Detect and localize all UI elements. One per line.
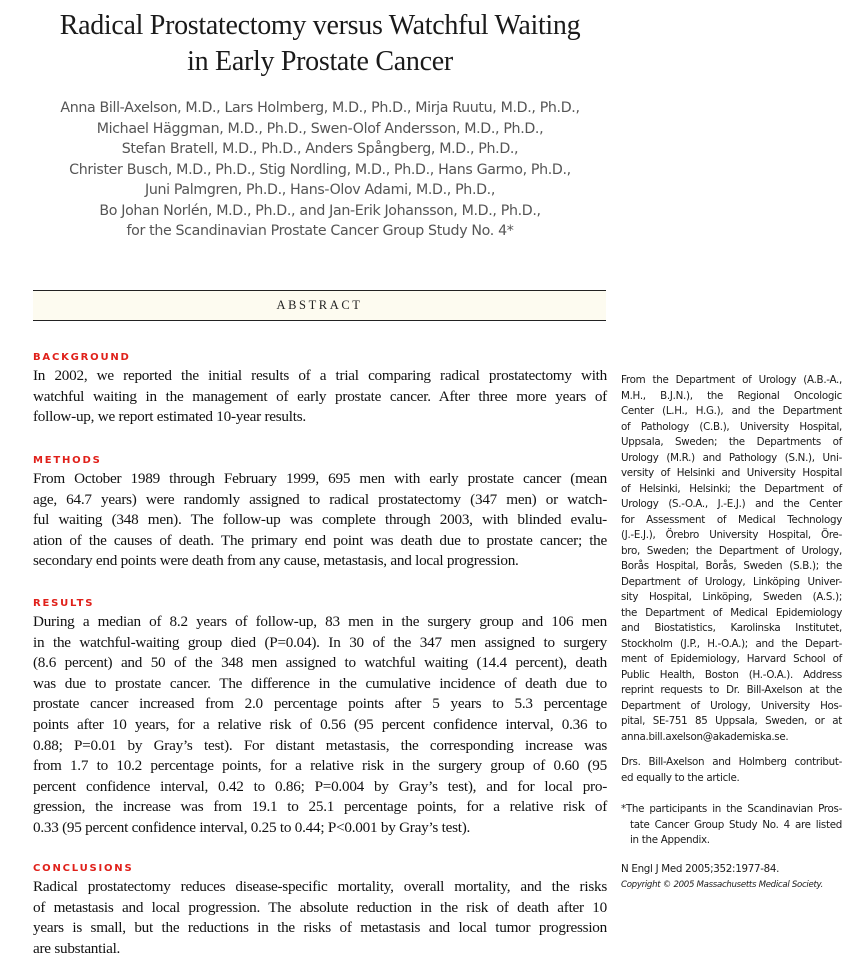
author-line: Bo Johan Norlén, M.D., Ph.D., and Jan-Erik Johansson, M.D., Ph.D., (99, 202, 541, 219)
title-line: in Early Prostate Cancer (187, 46, 453, 77)
affiliation-line: (J.-E.J.), Örebro University Hospital, Öre- (621, 529, 842, 541)
body-line: In 2002, we reported the initial results of a trial comparing radical prostatectomy with (33, 367, 607, 384)
affiliation-line: M.H., B.J.N.), the Regional Oncologic (621, 389, 842, 402)
contribution-note (621, 755, 842, 786)
body-line: prostate cancer increased from 2.0 percentage points after 5 years to 5.3 percentage (33, 695, 607, 713)
body-line: ation of the causes of death. The primary end point was death due to prostate cancer; the (33, 531, 607, 549)
body-line: was due to prostate cancer. The difference in the cumulative incidence of death due to (33, 674, 607, 692)
section-label: CONCLUSIONS (33, 863, 134, 874)
affiliation-line: ment of Epidemiology, Harvard School of (621, 653, 842, 665)
affiliation-line: and Biostatistics, Karolinska Institutet, (621, 622, 842, 634)
affiliation-line: From the Department of Urology (A.B.-A., (621, 374, 842, 386)
abstract-heading: ABSTRACT (33, 290, 606, 321)
affiliation-line: Department of Urology, Linköping Univer- (621, 575, 842, 588)
author-line: Anna Bill-Axelson, M.D., Lars Holmberg, M.D., Ph.D., Mirja Ruutu, M.D., Ph.D., (60, 100, 580, 116)
body-line: from 1.7 to 10.2 percentage points, for a relative risk in the surgery group of 0.60 (95 (33, 757, 607, 775)
body-line: follow-up, we report estimated 10-year results. (33, 408, 306, 426)
affiliation-line: reprint requests to Dr. Bill-Axelson at the (621, 684, 842, 696)
article-title (20, 8, 620, 80)
email-link[interactable]: anna.bill.axelson@akademiska.se. (621, 730, 789, 743)
author-line: Christer Busch, M.D., Ph.D., Stig Nordling, M.D., Ph.D., Hans Garmo, Ph.D., (69, 161, 571, 178)
section-label: METHODS (33, 455, 102, 466)
author-list (20, 98, 620, 242)
citation: N Engl J Med 2005;352:1977-84. (621, 863, 780, 875)
affiliation-line: Stockholm (J.P., H.-O.A.); and the Depart- (621, 637, 842, 650)
section-label: RESULTS (33, 598, 95, 609)
section-conclusions (33, 862, 607, 959)
section-methods (33, 454, 607, 572)
section-results (33, 597, 607, 839)
footnote-line: in the Appendix. (630, 834, 710, 846)
author-line: for the Scandinavian Prostate Cancer Group Study No. 4* (126, 223, 514, 239)
affiliation-line: Urology (S.-O.A., J.-E.J.) and the Center (621, 498, 842, 510)
body-line: of metastasis and local progression. The absolute reduction in the risk of death after 10 (33, 898, 607, 916)
affiliation-line: Department of Urology, University Hos- (621, 699, 842, 712)
affiliation-line: sity Hospital, Linköping, Sweden (A.S.); (621, 591, 842, 603)
body-line: years is small, but the reductions in the risks of metastasis and local tumor progression (33, 919, 607, 937)
affiliation-line: Center (L.H., H.G.), and the Department (621, 405, 842, 417)
body-line: 0.33 (95 percent confidence interval, 0.25 to 0.44; P<0.001 by Gray’s test). (33, 818, 471, 836)
citation-block (621, 862, 842, 893)
affiliation-line: for Assessment of Medical Technology (621, 513, 842, 526)
section-background (33, 351, 607, 428)
section-body (33, 366, 607, 428)
affiliation-line: versity of Helsinki and University Hospital (621, 467, 842, 479)
affiliation-line: Borås Hospital, Borås, Sweden (S.B.); the (621, 560, 842, 572)
body-line: From October 1989 through February 1999, 695 men with early prostate cancer (mean (33, 470, 607, 487)
body-line: gression, the increase was from 19.1 to 25.1 percentage points, for a relative risk of (33, 798, 607, 816)
body-line: ful waiting (348 men). The follow-up was complete through 2003, with blinded evalu- (33, 511, 607, 529)
body-line: points after 10 years, for a relative risk of 0.56 (95 percent confidence interval, 0.36 to (33, 715, 607, 733)
affiliations (621, 373, 842, 745)
note-line: Drs. Bill-Axelson and Holmberg contribut- (621, 756, 842, 768)
section-body (33, 469, 607, 572)
affiliation-line: Uppsala, Sweden; the Departments of (621, 436, 842, 448)
footnote (621, 802, 842, 849)
affiliation-line: Urology (M.R.) and Pathology (S.N.), Uni- (621, 451, 842, 464)
affiliation-line: pital, SE-751 85 Uppsala, Sweden, or at (621, 715, 842, 727)
body-line: watchful waiting in the management of early prostate cancer. After three more years of (33, 387, 607, 405)
affiliation-line: Public Health, Boston (H.-O.A.). Address (621, 668, 842, 681)
copyright: Copyright © 2005 Massachusetts Medical Society. (621, 879, 824, 890)
section-label: BACKGROUND (33, 352, 131, 363)
body-line: 0.88; P=0.01 by Gray’s test). For distant metastasis, the corresponding increase was (33, 736, 607, 754)
body-line: secondary end points were death from any cause, metastasis, and local progression. (33, 552, 519, 570)
affiliation-line: of Pathology (C.B.), University Hospital, (621, 420, 842, 433)
author-line: Michael Häggman, M.D., Ph.D., Swen-Olof Andersson, M.D., Ph.D., (96, 120, 544, 137)
footnote-line: *The participants in the Scandinavian Pros- (621, 803, 842, 815)
author-line: Stefan Bratell, M.D., Ph.D., Anders Spångberg, M.D., Ph.D., (121, 141, 519, 157)
body-line: Radical prostatectomy reduces disease-specific mortality, overall mortality, and the risks (33, 878, 607, 895)
body-line: are substantial. (33, 939, 121, 957)
section-body (33, 612, 607, 839)
title-line: Radical Prostatectomy versus Watchful Waiting (59, 10, 581, 41)
affiliation-line: the Department of Medical Epidemiology (621, 606, 842, 619)
footnote-line: tate Cancer Group Study No. 4 are listed (630, 818, 842, 831)
body-line: percent confidence interval, 0.42 to 0.86; P=0.004 by Gray’s test), and for local pro- (33, 777, 607, 795)
affiliation-line: of Helsinki, Helsinki; the Department of (621, 482, 842, 495)
body-line: in the watchful-waiting group died (P=0.04). In 30 of the 347 men assigned to surgery (33, 633, 607, 651)
author-line: Juni Palmgren, Ph.D., Hans-Olov Adami, M.D., Ph.D., (144, 182, 496, 198)
body-line: During a median of 8.2 years of follow-up, 83 men in the surgery group and 106 men (33, 613, 607, 630)
affiliation-line: bro, Sweden; the Department of Urology, (621, 544, 842, 557)
note-line: ed equally to the article. (621, 771, 740, 784)
body-line: age, 64.7 years) were randomly assigned to radical prostatectomy (347 men) or watch- (33, 490, 607, 508)
section-body (33, 877, 607, 959)
body-line: (8.6 percent) and 50 of the 348 men assigned to watchful waiting (14.4 percent), death (33, 654, 607, 672)
